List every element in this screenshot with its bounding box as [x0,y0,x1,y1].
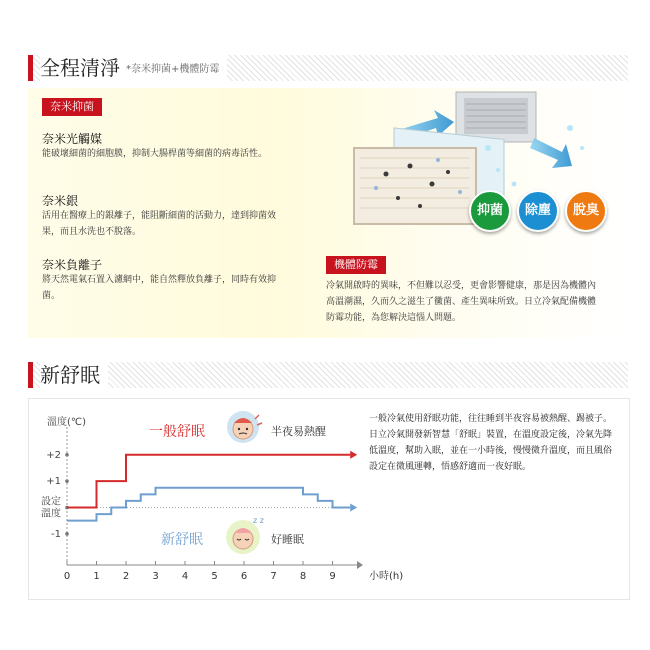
deodorize-badge: 脫臭 [565,190,607,232]
clean-panel [28,88,628,338]
x-tick-label: 5 [211,571,218,582]
nano-item-title: 奈米負離子 [42,258,103,272]
section-accent-bar [28,55,33,81]
x-tick-label: 3 [152,571,159,582]
section-header-sleep [28,362,628,388]
x-tick-label: 6 [240,571,248,582]
series-note-new: 好睡眠 [271,533,304,546]
sleeping-face-illustration [226,516,264,554]
section-subtitle: *奈米抑菌+機體防霉 [126,63,220,75]
x-tick-label: 4 [181,571,189,582]
hot-face-illustration [227,411,262,443]
section-title-text: 新舒眠 [40,363,100,387]
mold-desc: 冷氣開啟時的異味，不但難以忍受，更會影響健康，那是因為機體內高溫潮濕，久而久之滋生了黴菌、產生異味所致。日立冷氣配備機體防霉功能，為您解決這惱人問題。 [326,281,597,323]
sleep-panel [28,398,630,600]
y-tick-label: 設定溫度 [41,496,61,520]
x-tick-label: 0 [63,571,71,582]
x-tick-label: 1 [93,571,100,582]
nano-tag: 奈米抑菌 [42,98,102,116]
series-arrow-new [350,503,357,511]
series-line-new [67,488,350,521]
y-tick-label: +1 [46,476,61,488]
section-title-text: 全程清淨 [40,56,120,80]
section-title [40,362,108,388]
section-accent-bar [28,362,33,388]
y-tick-label: +2 [46,449,61,461]
mold-tag: 機體防霉 [326,256,386,274]
antibacterial-badge: 抑菌 [469,190,511,232]
series-line-normal [67,455,350,508]
y-tick-dot [65,453,69,457]
x-tick-label: 2 [122,571,130,582]
nano-item-title: 奈米銀 [42,194,79,208]
x-tick-label: 8 [299,571,307,582]
nano-item-title: 奈米光觸媒 [42,132,103,146]
series-note-normal: 半夜易熱醒 [271,425,326,438]
x-axis-label: 小時(h) [369,571,404,582]
sleep-description: 一般冷氣使用舒眠功能，往往睡到半夜容易被熱醒、踢被子。日立冷氣開發新智慧「舒眠」裝置，在溫度設定後，冷氣先降低溫度，幫助入眠，並在一小時後，慢慢微升溫度，而且風俗設定在微風運轉，悟感舒適而一夜好眠。 [369,414,613,472]
series-label-new: 新舒眠 [161,532,203,548]
y-tick-dot [65,532,69,536]
y-tick-dot [65,479,69,483]
x-tick-label: 7 [270,571,277,582]
series-label-normal: 一般舒眠 [149,424,205,440]
series-arrow-normal [350,451,357,459]
section-title [40,55,227,81]
y-axis-label: 溫度(℃) [47,417,87,428]
svg-text:z z: z z [253,516,264,525]
x-tick-label: 9 [329,571,336,582]
nano-item-desc: 將天然電氣石置入濾網中，能自然釋放負離子，同時有效抑菌。 [42,275,277,301]
x-axis-arrow [357,561,363,569]
nano-item-desc: 活用在醫療上的銀離子，能阻斷細菌的活動力，達到抑菌效果，而且水洗也不脫落。 [42,211,277,237]
nano-item-desc: 能破壞細菌的細胞膜，抑制大腸桿菌等細菌的病毒活性。 [42,149,268,159]
y-tick-label: -1 [51,528,61,540]
dust-removal-badge: 除塵 [517,190,559,232]
section-header-clean [28,55,628,81]
ac-filter-illustration [338,88,628,268]
